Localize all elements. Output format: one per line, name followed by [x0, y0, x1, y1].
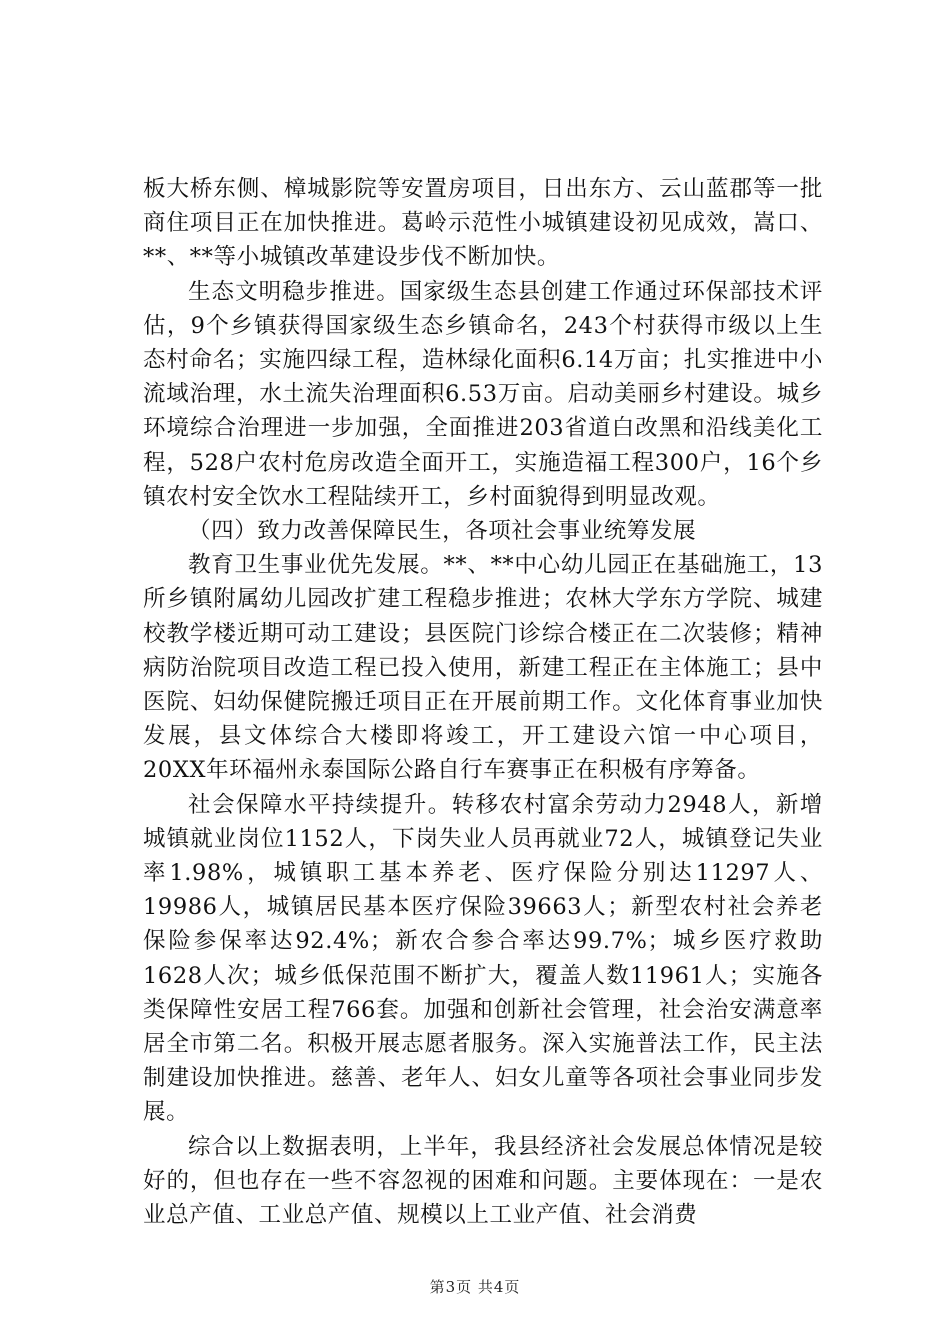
page-number-footer: 第3页 共4页 [429, 1278, 521, 1296]
document-body [143, 172, 823, 1232]
paragraph-summary: 综合以上数据表明，上半年，我县经济社会发展总体情况是较好的，但也存在一些不容忽视的困难和问题。主要体现在：一是农业总产值、工业总产值、规模以上工业产值、社会消费 [143, 1133, 823, 1229]
paragraph-ecology: 生态文明稳步推进。国家级生态县创建工作通过环保部技术评估，9个乡镇获得国家级生态乡镇命名，243个村获得市级以上生态村命名；实施四绿工程，造林绿化面积6.14万亩；扎实推进中小流域治理，水土流失治理面积6.53万亩。启动美丽乡村建设。城乡环境综合治理进一步加强，全面推进203省道白改黑和沿线美化工程，528户农村危房改造全面开工，实施造福工程300户，16个乡镇农村安全饮水工程陆续开工，乡村面貌得到明显改观。 [143, 278, 823, 510]
section-heading: （四）致力改善保障民生，各项社会事业统筹发展 [188, 518, 697, 545]
paragraph-social-security: 社会保障水平持续提升。转移农村富余劳动力2948人，新增城镇就业岗位1152人，下岗失业人员再就业72人，城镇登记失业率1.98%，城镇职工基本养老、医疗保险分别达11297人、19986人，城镇居民基本医疗保险39663人；新型农村社会养老保险参保率达92.4%；新农合参合率达99.7%；城乡医疗救助1628人次；城乡低保范围不断扩大，覆盖人数11961人；实施各类保障性安居工程766套。加强和创新社会管理，社会治安满意率居全市第二名。积极开展志愿者服务。深入实施普法工作，民主法制建设加快推进。慈善、老年人、妇女儿童等各项社会事业同步发展。 [143, 791, 823, 1126]
paragraph-education-health: 教育卫生事业优先发展。**、**中心幼儿园正在基础施工，13所乡镇附属幼儿园改扩建工程稳步推进；农林大学东方学院、城建校教学楼近期可动工建设；县医院门诊综合楼正在二次装修；精神病防治院项目改造工程已投入使用，新建工程正在主体施工；县中医院、妇幼保健院搬迁项目正在开展前期工作。文化体育事业加快发展，县文体综合大楼即将竣工，开工建设六馆一中心项目，20XX年环福州永泰国际公路自行车赛事正在积极有序筹备。 [143, 552, 823, 784]
paragraph-continued: 板大桥东侧、樟城影院等安置房项目，日出东方、云山蓝郡等一批商住项目正在加快推进。葛岭示范性小城镇建设初见成效，嵩口、**、**等小城镇改革建设步伐不断加快。 [143, 176, 823, 271]
